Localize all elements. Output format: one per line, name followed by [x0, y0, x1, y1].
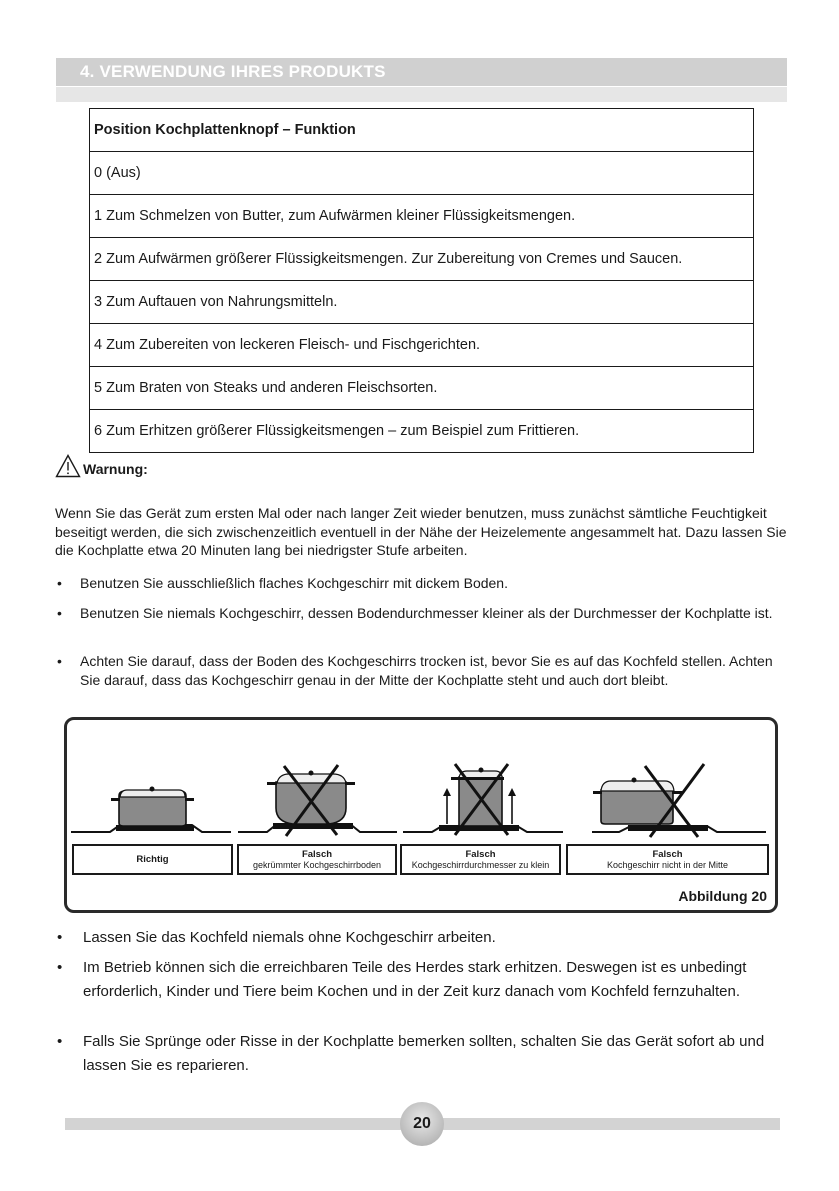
list-item — [55, 926, 795, 950]
list-item-text: Benutzen Sie niemals Kochgeschirr, dessen Bodendurchmesser kleiner als der Durchmesser der Kochplatte ist. — [80, 605, 773, 621]
list-item — [55, 956, 795, 1004]
small-diameter-pot-icon — [403, 764, 563, 835]
table-cell: 6 Zum Erhitzen größerer Flüssigkeitsmengen – zum Beispiel zum Frittieren. — [90, 410, 754, 453]
table-cell: 1 Zum Schmelzen von Butter, zum Aufwärmen kleiner Flüssigkeitsmengen. — [90, 195, 754, 238]
bullet-list-bottom-3 — [55, 1030, 795, 1078]
bullet-list-bottom-2 — [55, 956, 795, 1004]
bullet-icon: • — [57, 959, 63, 976]
correct-pot-icon — [71, 787, 231, 833]
caption-subtitle: Kochgeschirrdurchmesser zu klein — [411, 859, 550, 870]
caption-title: Falsch — [652, 848, 683, 860]
table-header-cell: Position Kochplattenknopf – Funktion — [90, 109, 754, 152]
caption-small-diameter — [400, 844, 561, 875]
list-item — [55, 604, 795, 623]
section-header-subbar — [56, 87, 787, 102]
table-row — [90, 324, 754, 367]
caption-subtitle: gekrümmter Kochgeschirrboden — [252, 859, 382, 870]
bullet-list-top-2 — [55, 604, 795, 623]
caption-title: Richtig — [136, 853, 169, 865]
table-header-row — [90, 109, 754, 152]
list-item-text: Benutzen Sie ausschließlich flaches Kochgeschirr mit dickem Boden. — [80, 575, 508, 591]
caption-correct — [72, 844, 233, 875]
curved-bottom-pot-icon — [238, 765, 397, 836]
table-row — [90, 367, 754, 410]
caption-subtitle: Kochgeschirr nicht in der Mitte — [606, 859, 729, 870]
bullet-list-top-1 — [55, 574, 795, 593]
bullet-icon: • — [57, 605, 62, 621]
list-item-text: Lassen Sie das Kochfeld niemals ohne Kochgeschirr arbeiten. — [83, 929, 496, 946]
list-item — [55, 652, 795, 689]
caption-title: Falsch — [301, 848, 333, 860]
knob-function-table — [89, 108, 754, 453]
bullet-icon: • — [57, 653, 62, 669]
warning-label: Warnung: — [83, 461, 148, 477]
table-row — [90, 281, 754, 324]
bullet-icon: • — [57, 575, 62, 591]
off-center-pot-icon — [592, 764, 766, 837]
page-number: 20 — [413, 1115, 431, 1132]
table-cell: 2 Zum Aufwärmen größerer Flüssigkeitsmengen. Zur Zubereitung von Cremes und Saucen. — [90, 238, 754, 281]
list-item — [55, 574, 795, 593]
caption-curved-bottom — [237, 844, 397, 875]
page-number-badge — [400, 1102, 444, 1146]
list-item-text: Falls Sie Sprünge oder Risse in der Kochplatte bemerken sollten, schalten Sie das Gerät sofort ab und lassen Sie es reparieren. — [83, 1033, 765, 1074]
table-cell: 5 Zum Braten von Steaks und anderen Fleischsorten. — [90, 367, 754, 410]
list-item — [55, 1030, 795, 1078]
warning-heading — [55, 454, 148, 478]
bullet-icon: • — [57, 1033, 63, 1050]
cookware-figure — [64, 717, 778, 913]
list-item-text: Im Betrieb können sich die erreichbaren Teile des Herdes stark erhitzen. Deswegen ist es unbedingt erforderlich, Kinder und Tiere beim Kochen und in der Zeit kurz danach vom Kochfeld fernzuhalten. — [83, 959, 747, 1000]
table-row — [90, 152, 754, 195]
caption-title: Falsch — [465, 848, 496, 860]
warning-paragraph: Wenn Sie das Gerät zum ersten Mal oder nach langer Zeit wieder benutzen, muss zunächst sämtliche Feuchtigkeit beseitigt werden, die sich zwischenzeitlich eventuell in der Nähe der Heizelemente angesammelt hat. Dazu lassen Sie die Kochplatte etwa 20 Minuten lang bei niedrigster Stufe arbeiten. — [55, 505, 787, 558]
list-item-text: Achten Sie darauf, dass der Boden des Kochgeschirrs trocken ist, bevor Sie es auf das Kochfeld stellen. Achten Sie darauf, dass das Kochgeschirr genau in der Mitte der Kochplatte steht und auch dort bleibt. — [80, 653, 773, 688]
cookware-illustration — [67, 720, 775, 910]
caption-off-center — [566, 844, 769, 875]
table-row — [90, 238, 754, 281]
warning-triangle-icon — [55, 454, 81, 478]
bullet-icon: • — [57, 929, 63, 946]
table-row — [90, 195, 754, 238]
figure-label: Abbildung 20 — [678, 888, 767, 904]
bullet-list-top-3 — [55, 652, 795, 689]
table-cell: 3 Zum Auftauen von Nahrungsmitteln. — [90, 281, 754, 324]
table-row — [90, 410, 754, 453]
table-cell: 4 Zum Zubereiten von leckeren Fleisch- und Fischgerichten. — [90, 324, 754, 367]
section-title: 4. VERWENDUNG IHRES PRODUKTS — [80, 62, 386, 81]
bullet-list-bottom-1 — [55, 926, 795, 950]
table-cell: 0 (Aus) — [90, 152, 754, 195]
